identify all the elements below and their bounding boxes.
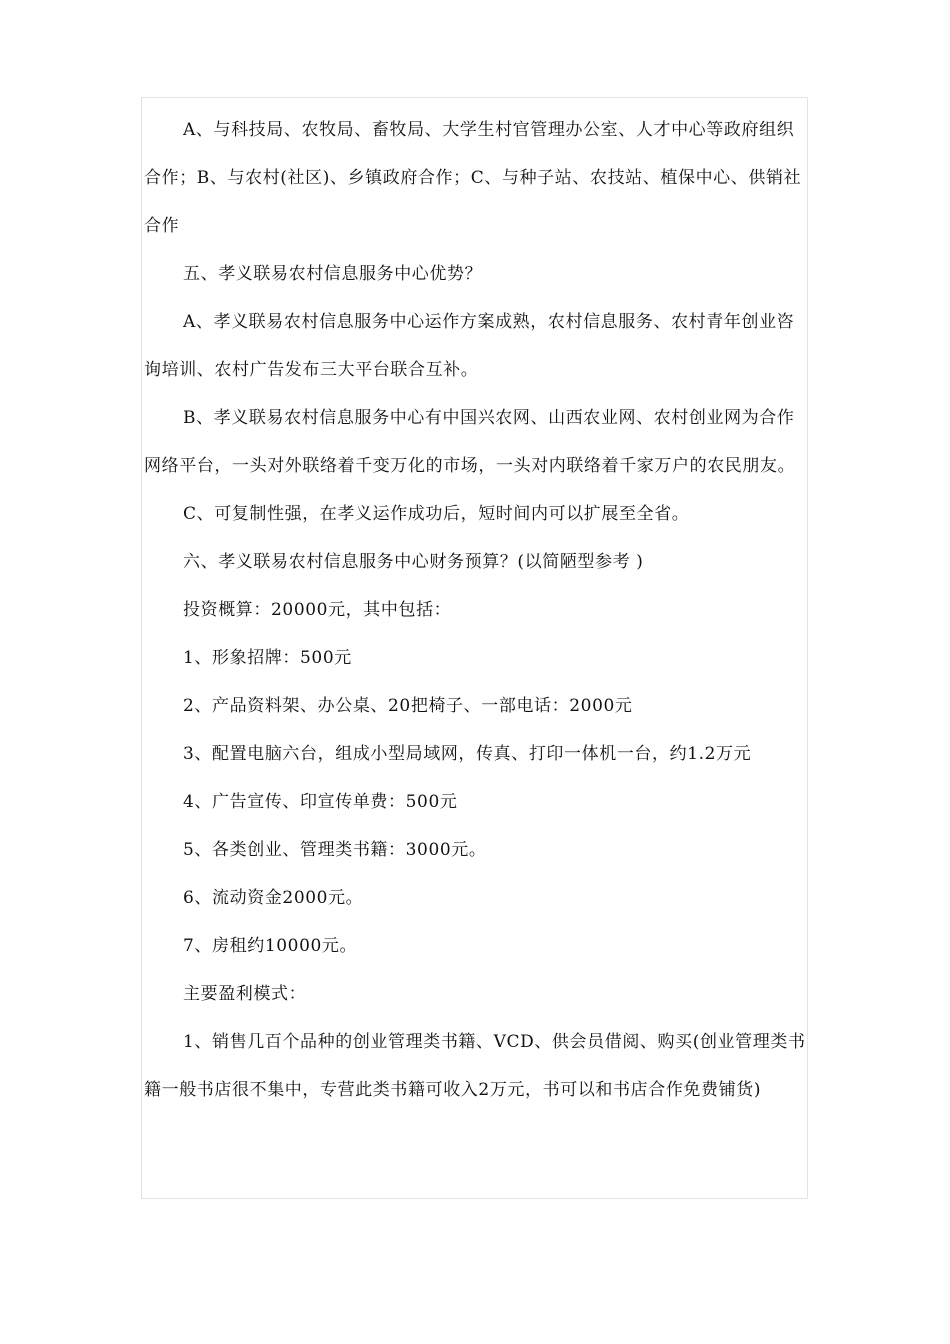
heading-section-five: 五、孝义联易农村信息服务中心优势？ bbox=[183, 264, 483, 284]
budget-item-2: 2、产品资料架、办公桌、20把椅子、一部电话：2000元 bbox=[183, 696, 633, 716]
paragraph-advantage-a: A、孝义联易农村信息服务中心运作方案成熟，农村信息服务、农村青年创业咨询培训、农村广告发布三大平台联合互补。 bbox=[144, 312, 795, 380]
budget-item-3: 3、配置电脑六台，组成小型局域网，传真、打印一体机一台，约1.2万元 bbox=[183, 744, 752, 764]
paragraph-advantage-b: B、孝义联易农村信息服务中心有中国兴农网、山西农业网、农村创业网为合作网络平台，一头对外联络着千变万化的市场，一头对内联络着千家万户的农民朋友。 bbox=[144, 408, 796, 476]
paragraph-advantage-c: C、可复制性强，在孝义运作成功后，短时间内可以扩展至全省。 bbox=[183, 504, 690, 524]
investment-summary: 投资概算：20000元，其中包括： bbox=[183, 600, 452, 620]
budget-item-5: 5、各类创业、管理类书籍：3000元。 bbox=[183, 840, 487, 860]
heading-profit-model: 主要盈利模式： bbox=[183, 984, 307, 1004]
budget-item-1: 1、形象招牌：500元 bbox=[183, 648, 352, 668]
document-body bbox=[144, 106, 806, 1114]
profit-model-item-1: 1、销售几百个品种的创业管理类书籍、VCD、供会员借阅、购买(创业管理类书籍一般书店很不集中，专营此类书籍可收入2万元，书可以和书店合作免费铺货) bbox=[144, 1032, 806, 1100]
paragraph-cooperation-partners: A、与科技局、农牧局、畜牧局、大学生村官管理办公室、人才中心等政府组织合作；B、与农村(社区)、乡镇政府合作；C、与种子站、农技站、植保中心、供销社合作 bbox=[144, 120, 802, 236]
heading-section-six: 六、孝义联易农村信息服务中心财务预算？(以简陋型参考 ) bbox=[183, 552, 644, 572]
budget-item-4: 4、广告宣传、印宣传单费：500元 bbox=[183, 792, 458, 812]
budget-item-6: 6、流动资金2000元。 bbox=[183, 888, 364, 908]
budget-item-7: 7、房租约10000元。 bbox=[183, 936, 358, 956]
